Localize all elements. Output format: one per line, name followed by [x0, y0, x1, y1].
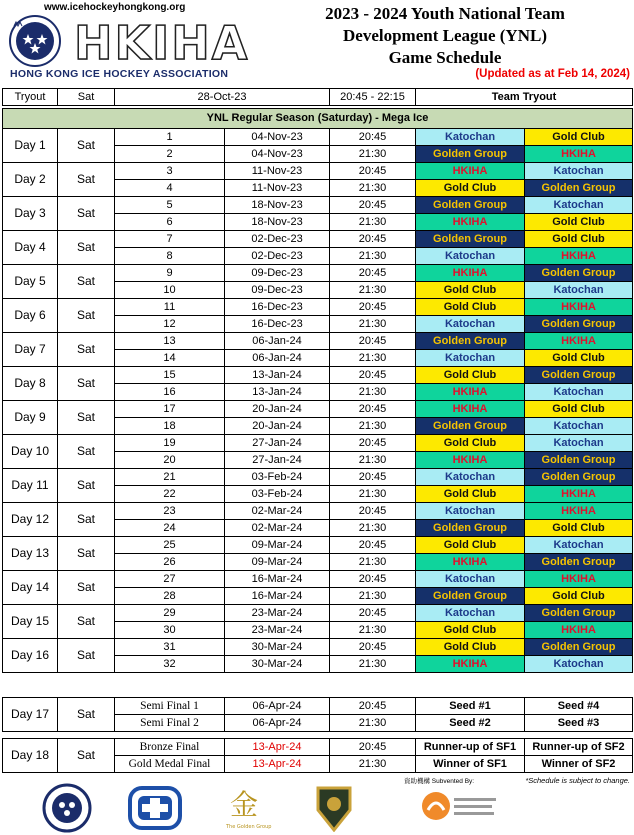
away-team-katochan: Katochan [525, 163, 633, 180]
game-time: 21:30 [330, 146, 416, 163]
game-time: 20:45 [330, 231, 416, 248]
day-label: Day 9 [3, 401, 58, 435]
tryout-date: 28-Oct-23 [115, 89, 330, 106]
game-date: 03-Feb-24 [225, 486, 330, 503]
game-number: 19 [115, 435, 225, 452]
game-date: 02-Dec-23 [225, 231, 330, 248]
game-date: 27-Jan-24 [225, 452, 330, 469]
game-time: 21:30 [330, 656, 416, 673]
game-time: 20:45 [330, 129, 416, 146]
game-date: 13-Jan-24 [225, 367, 330, 384]
game-time: 21:30 [330, 486, 416, 503]
game-number: 3 [115, 163, 225, 180]
away-team-hkiha: HKIHA [525, 248, 633, 265]
away-team-golden-group: Golden Group [525, 265, 633, 282]
schedule-disclaimer: *Schedule is subject to change. [525, 776, 630, 785]
game-number: 5 [115, 197, 225, 214]
home-team-golden-group: Golden Group [416, 197, 525, 214]
game-date: 23-Mar-24 [225, 622, 330, 639]
game-date: 09-Mar-24 [225, 537, 330, 554]
away-team-katochan: Katochan [525, 418, 633, 435]
game-date: 09-Dec-23 [225, 265, 330, 282]
day-label: Day 10 [3, 435, 58, 469]
day-of-week: Sat [58, 739, 115, 773]
tryout-row [3, 89, 633, 106]
game-time: 20:45 [330, 503, 416, 520]
round-name: Semi Final 1 [115, 698, 225, 715]
home-team-hkiha: HKIHA [416, 452, 525, 469]
game-number: 31 [115, 639, 225, 656]
title-line-2: Development League (YNL) [343, 26, 547, 45]
home-team-gold-club: Gold Club [416, 537, 525, 554]
game-number: 28 [115, 588, 225, 605]
game-number: 11 [115, 299, 225, 316]
game-row [3, 435, 633, 452]
away-team-golden-group: Golden Group [525, 554, 633, 571]
header [0, 0, 634, 88]
home-team-gold-club: Gold Club [416, 639, 525, 656]
game-time: 20:45 [330, 299, 416, 316]
away-team-katochan: Katochan [525, 435, 633, 452]
day-of-week: Sat [58, 605, 115, 639]
game-date: 20-Jan-24 [225, 401, 330, 418]
game-number: 17 [115, 401, 225, 418]
home-slot: Winner of SF1 [416, 756, 525, 773]
lcsd-logo-icon [420, 788, 500, 824]
away-team-katochan: Katochan [525, 537, 633, 554]
away-team-gold-club: Gold Club [525, 350, 633, 367]
day-of-week: Sat [58, 367, 115, 401]
section-title: YNL Regular Season (Saturday) - Mega Ice [3, 109, 633, 129]
day-of-week: Sat [58, 469, 115, 503]
away-team-katochan: Katochan [525, 384, 633, 401]
day-label: Day 8 [3, 367, 58, 401]
game-date: 06-Jan-24 [225, 350, 330, 367]
game-time: 21:30 [330, 452, 416, 469]
away-team-hkiha: HKIHA [525, 299, 633, 316]
day-of-week: Sat [58, 231, 115, 265]
game-date: 02-Dec-23 [225, 248, 330, 265]
home-team-hkiha: HKIHA [416, 265, 525, 282]
game-date: 04-Nov-23 [225, 146, 330, 163]
sponsor-caption: The Golden Group [226, 824, 272, 830]
home-team-katochan: Katochan [416, 316, 525, 333]
game-time: 21:30 [330, 384, 416, 401]
away-slot: Winner of SF2 [525, 756, 633, 773]
game-number: 10 [115, 282, 225, 299]
game-time: 20:45 [330, 401, 416, 418]
day-of-week: Sat [58, 537, 115, 571]
final-row [3, 739, 633, 756]
day-label: Day 7 [3, 333, 58, 367]
away-team-hkiha: HKIHA [525, 486, 633, 503]
away-team-gold-club: Gold Club [525, 588, 633, 605]
hkiha-footer-logo-icon [38, 783, 96, 833]
game-number: 16 [115, 384, 225, 401]
game-date: 16-Dec-23 [225, 299, 330, 316]
away-slot: Seed #3 [525, 715, 633, 732]
home-team-katochan: Katochan [416, 605, 525, 622]
game-date: 23-Mar-24 [225, 605, 330, 622]
game-number: 30 [115, 622, 225, 639]
game-date: 30-Mar-24 [225, 656, 330, 673]
game-date: 13-Jan-24 [225, 384, 330, 401]
home-team-katochan: Katochan [416, 350, 525, 367]
day-label: Day 1 [3, 129, 58, 163]
home-team-golden-group: Golden Group [416, 146, 525, 163]
home-team-golden-group: Golden Group [416, 520, 525, 537]
day-of-week: Sat [58, 163, 115, 197]
tryout-label: Tryout [3, 89, 58, 106]
game-number: 22 [115, 486, 225, 503]
game-date: 30-Mar-24 [225, 639, 330, 656]
hkiha-logo [4, 2, 250, 82]
day-label: Day 16 [3, 639, 58, 673]
home-team-katochan: Katochan [416, 469, 525, 486]
game-time: 21:30 [330, 588, 416, 605]
game-number: 21 [115, 469, 225, 486]
away-team-gold-club: Gold Club [525, 401, 633, 418]
game-date: 09-Mar-24 [225, 554, 330, 571]
day-label: Day 3 [3, 197, 58, 231]
game-date: 18-Nov-23 [225, 214, 330, 231]
game-number: 13 [115, 333, 225, 350]
away-team-golden-group: Golden Group [525, 469, 633, 486]
day-label: Day 6 [3, 299, 58, 333]
game-row [3, 537, 633, 554]
away-team-hkiha: HKIHA [525, 146, 633, 163]
day-label: Day 2 [3, 163, 58, 197]
day-of-week: Sat [58, 435, 115, 469]
game-row [3, 639, 633, 656]
game-date: 11-Nov-23 [225, 180, 330, 197]
day-label: Day 5 [3, 265, 58, 299]
away-team-katochan: Katochan [525, 656, 633, 673]
home-team-gold-club: Gold Club [416, 282, 525, 299]
game-time: 20:45 [330, 537, 416, 554]
away-slot: Seed #4 [525, 698, 633, 715]
game-time: 21:30 [330, 554, 416, 571]
away-team-gold-club: Gold Club [525, 129, 633, 146]
away-team-hkiha: HKIHA [525, 622, 633, 639]
game-time: 21:30 [330, 520, 416, 537]
game-number: 4 [115, 180, 225, 197]
game-time: 20:45 [330, 197, 416, 214]
home-team-golden-group: Golden Group [416, 231, 525, 248]
schedule-table [2, 88, 633, 673]
home-team-katochan: Katochan [416, 571, 525, 588]
game-time: 21:30 [330, 622, 416, 639]
section-header-row [3, 109, 633, 129]
game-row [3, 197, 633, 214]
game-date: 16-Mar-24 [225, 588, 330, 605]
subvented-by-label: 資助機構 Subvented By: [404, 778, 475, 785]
away-team-golden-group: Golden Group [525, 605, 633, 622]
updated-date: (Updated as at Feb 14, 2024) [475, 68, 630, 80]
game-date: 13-Apr-24 [225, 739, 330, 756]
game-date: 20-Jan-24 [225, 418, 330, 435]
away-team-golden-group: Golden Group [525, 639, 633, 656]
away-team-golden-group: Golden Group [525, 316, 633, 333]
association-name: HONG KONG ICE HOCKEY ASSOCIATION [10, 68, 229, 80]
day-of-week: Sat [58, 503, 115, 537]
game-time: 20:45 [330, 739, 416, 756]
game-time: 21:30 [330, 282, 416, 299]
game-time: 20:45 [330, 333, 416, 350]
away-team-hkiha: HKIHA [525, 571, 633, 588]
home-team-hkiha: HKIHA [416, 656, 525, 673]
game-number: 23 [115, 503, 225, 520]
away-team-golden-group: Golden Group [525, 180, 633, 197]
home-team-golden-group: Golden Group [416, 418, 525, 435]
game-row [3, 401, 633, 418]
day-label: Day 12 [3, 503, 58, 537]
game-number: 1 [115, 129, 225, 146]
game-number: 8 [115, 248, 225, 265]
game-time: 21:30 [330, 316, 416, 333]
tryout-event: Team Tryout [416, 89, 633, 106]
day-of-week: Sat [58, 265, 115, 299]
game-time: 21:30 [330, 248, 416, 265]
home-team-katochan: Katochan [416, 129, 525, 146]
game-number: 20 [115, 452, 225, 469]
home-team-hkiha: HKIHA [416, 401, 525, 418]
tryout-dow: Sat [58, 89, 115, 106]
game-time: 20:45 [330, 163, 416, 180]
day-of-week: Sat [58, 129, 115, 163]
round-name: Semi Final 2 [115, 715, 225, 732]
game-date: 18-Nov-23 [225, 197, 330, 214]
home-team-katochan: Katochan [416, 503, 525, 520]
game-number: 32 [115, 656, 225, 673]
game-date: 11-Nov-23 [225, 163, 330, 180]
game-date: 03-Feb-24 [225, 469, 330, 486]
game-number: 6 [115, 214, 225, 231]
game-time: 20:45 [330, 698, 416, 715]
game-number: 25 [115, 537, 225, 554]
game-time: 20:45 [330, 571, 416, 588]
away-team-katochan: Katochan [525, 197, 633, 214]
partner-logo-icon [128, 786, 182, 830]
home-team-gold-club: Gold Club [416, 299, 525, 316]
home-team-golden-group: Golden Group [416, 588, 525, 605]
game-date: 09-Dec-23 [225, 282, 330, 299]
game-row [3, 299, 633, 316]
game-number: 9 [115, 265, 225, 282]
semi-final-row [3, 698, 633, 715]
game-time: 21:30 [330, 756, 416, 773]
day-label: Day 17 [3, 698, 58, 732]
game-date: 02-Mar-24 [225, 503, 330, 520]
golden-group-logo-icon [224, 784, 274, 830]
game-number: 2 [115, 146, 225, 163]
home-team-hkiha: HKIHA [416, 384, 525, 401]
hkiha-emblem-icon [8, 14, 62, 68]
logo-wordmark: HKIHA [74, 16, 250, 70]
game-number: 27 [115, 571, 225, 588]
home-team-gold-club: Gold Club [416, 180, 525, 197]
home-team-gold-club: Gold Club [416, 622, 525, 639]
game-row [3, 605, 633, 622]
game-row [3, 129, 633, 146]
away-slot: Runner-up of SF2 [525, 739, 633, 756]
away-team-golden-group: Golden Group [525, 452, 633, 469]
game-time: 20:45 [330, 367, 416, 384]
website-url[interactable]: www.icehockeyhongkong.org [44, 2, 186, 13]
day-of-week: Sat [58, 299, 115, 333]
game-number: 24 [115, 520, 225, 537]
title-line-3: Game Schedule [388, 48, 502, 67]
day-label: Day 13 [3, 537, 58, 571]
game-time: 21:30 [330, 350, 416, 367]
game-time: 20:45 [330, 639, 416, 656]
game-date: 27-Jan-24 [225, 435, 330, 452]
game-date: 13-Apr-24 [225, 756, 330, 773]
day-of-week: Sat [58, 639, 115, 673]
away-team-gold-club: Gold Club [525, 214, 633, 231]
day-label: Day 18 [3, 739, 58, 773]
game-time: 20:45 [330, 469, 416, 486]
day-of-week: Sat [58, 333, 115, 367]
away-team-hkiha: HKIHA [525, 503, 633, 520]
home-team-hkiha: HKIHA [416, 214, 525, 231]
game-row [3, 469, 633, 486]
home-slot: Seed #1 [416, 698, 525, 715]
game-row [3, 333, 633, 350]
round-name: Gold Medal Final [115, 756, 225, 773]
game-row [3, 231, 633, 248]
game-time: 21:30 [330, 715, 416, 732]
away-team-hkiha: HKIHA [525, 333, 633, 350]
home-team-katochan: Katochan [416, 248, 525, 265]
game-row [3, 571, 633, 588]
home-team-gold-club: Gold Club [416, 367, 525, 384]
game-number: 7 [115, 231, 225, 248]
game-number: 12 [115, 316, 225, 333]
home-team-golden-group: Golden Group [416, 333, 525, 350]
day-of-week: Sat [58, 698, 115, 732]
game-time: 20:45 [330, 435, 416, 452]
game-date: 16-Dec-23 [225, 316, 330, 333]
away-team-gold-club: Gold Club [525, 231, 633, 248]
game-time: 20:45 [330, 605, 416, 622]
day-label: Day 15 [3, 605, 58, 639]
home-team-gold-club: Gold Club [416, 486, 525, 503]
game-row [3, 163, 633, 180]
svg-text:金: 金 [230, 788, 259, 821]
day-label: Day 4 [3, 231, 58, 265]
game-time: 21:30 [330, 180, 416, 197]
tryout-time: 20:45 - 22:15 [330, 89, 416, 106]
crest-logo-icon [312, 780, 356, 832]
away-team-golden-group: Golden Group [525, 367, 633, 384]
game-time: 21:30 [330, 214, 416, 231]
game-date: 16-Mar-24 [225, 571, 330, 588]
round-name: Bronze Final [115, 739, 225, 756]
game-number: 15 [115, 367, 225, 384]
day-of-week: Sat [58, 401, 115, 435]
home-slot: Seed #2 [416, 715, 525, 732]
home-slot: Runner-up of SF1 [416, 739, 525, 756]
game-date: 06-Jan-24 [225, 333, 330, 350]
playoff-table [2, 697, 633, 773]
home-team-hkiha: HKIHA [416, 554, 525, 571]
day-of-week: Sat [58, 571, 115, 605]
game-date: 06-Apr-24 [225, 715, 330, 732]
away-team-katochan: Katochan [525, 282, 633, 299]
game-row [3, 265, 633, 282]
game-date: 06-Apr-24 [225, 698, 330, 715]
game-time: 21:30 [330, 418, 416, 435]
game-date: 02-Mar-24 [225, 520, 330, 537]
game-number: 18 [115, 418, 225, 435]
game-number: 29 [115, 605, 225, 622]
home-team-gold-club: Gold Club [416, 435, 525, 452]
game-number: 14 [115, 350, 225, 367]
game-row [3, 503, 633, 520]
away-team-gold-club: Gold Club [525, 520, 633, 537]
game-date: 04-Nov-23 [225, 129, 330, 146]
day-label: Day 11 [3, 469, 58, 503]
game-time: 20:45 [330, 265, 416, 282]
game-row [3, 367, 633, 384]
day-label: Day 14 [3, 571, 58, 605]
title-line-1: 2023 - 2024 Youth National Team [325, 4, 565, 23]
day-of-week: Sat [58, 197, 115, 231]
game-number: 26 [115, 554, 225, 571]
home-team-hkiha: HKIHA [416, 163, 525, 180]
